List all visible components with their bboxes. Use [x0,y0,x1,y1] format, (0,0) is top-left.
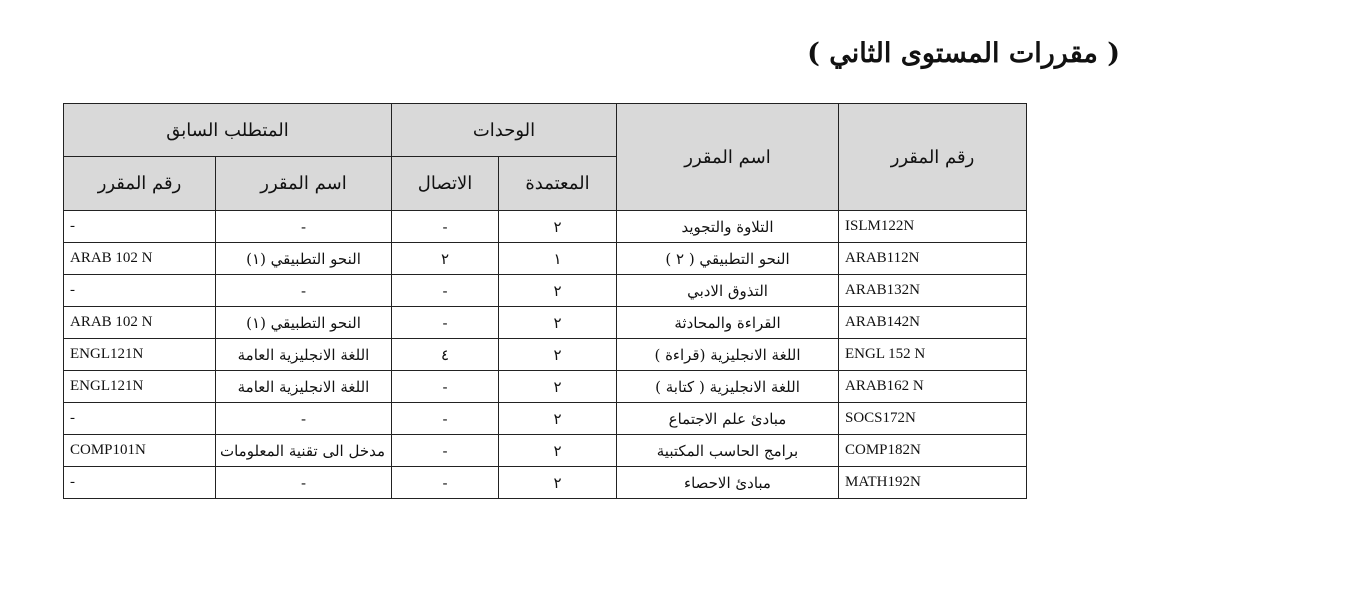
prereq-code-cell: ARAB 102 N [64,243,216,275]
course-name-cell: النحو التطبيقي ( ٢ ) [617,243,839,275]
page-title: ( مقررات المستوى الثاني ) [807,38,1120,69]
contact-units-header: الاتصال [392,157,499,211]
table-row [64,403,1027,435]
course-name-cell: القراءة والمحادثة [617,307,839,339]
credit-units-cell: ٢ [499,339,617,371]
table-row [64,307,1027,339]
contact-units-cell: - [392,435,499,467]
contact-units-cell: ٤ [392,339,499,371]
credit-units-cell: ٢ [499,435,617,467]
course-name-cell: اللغة الانجليزية (قراءة ) [617,339,839,371]
prereq-name-cell: - [216,403,392,435]
contact-units-cell: - [392,371,499,403]
course-name-cell: اللغة الانجليزية ( كتابة ) [617,371,839,403]
credit-units-cell: ٢ [499,467,617,499]
table-row [64,339,1027,371]
credit-units-cell: ٢ [499,275,617,307]
contact-units-cell: - [392,467,499,499]
prereq-name-cell: اللغة الانجليزية العامة [216,371,392,403]
prereq-name-cell: - [216,467,392,499]
header-row-top [64,104,1027,157]
course-code-cell: COMP182N [839,435,1027,467]
credit-units-header: المعتمدة [499,157,617,211]
table-row [64,467,1027,499]
course-code-header: رقم المقرر [839,104,1027,211]
prereq-name-cell: مدخل الى تقنية المعلومات [216,435,392,467]
prereq-name-cell: النحو التطبيقي (١) [216,307,392,339]
credit-units-cell: ٢ [499,211,617,243]
course-name-cell: التلاوة والتجويد [617,211,839,243]
prereq-code-cell: - [64,275,216,307]
course-name-cell: مبادئ علم الاجتماع [617,403,839,435]
course-name-cell: برامج الحاسب المكتبية [617,435,839,467]
table-row [64,275,1027,307]
table-row [64,371,1027,403]
course-code-cell: ARAB142N [839,307,1027,339]
prereq-name-header: اسم المقرر [216,157,392,211]
contact-units-cell: - [392,307,499,339]
credit-units-cell: ٢ [499,307,617,339]
course-code-cell: ARAB112N [839,243,1027,275]
table-row [64,211,1027,243]
prereq-code-cell: ENGL121N [64,371,216,403]
contact-units-cell: - [392,275,499,307]
prereq-code-cell: COMP101N [64,435,216,467]
table-row [64,243,1027,275]
course-name-header: اسم المقرر [617,104,839,211]
course-name-cell: التذوق الادبي [617,275,839,307]
course-code-cell: ARAB162 N [839,371,1027,403]
prereq-code-cell: ENGL121N [64,339,216,371]
course-name-cell: مبادئ الاحصاء [617,467,839,499]
course-code-cell: MATH192N [839,467,1027,499]
prereq-name-cell: - [216,275,392,307]
credit-units-cell: ٢ [499,403,617,435]
units-group-header: الوحدات [392,104,617,157]
credit-units-cell: ١ [499,243,617,275]
prereq-code-cell: - [64,403,216,435]
prereq-name-cell: النحو التطبيقي (١) [216,243,392,275]
prereq-name-cell: اللغة الانجليزية العامة [216,339,392,371]
prereq-group-header: المتطلب السابق [64,104,392,157]
course-code-cell: ARAB132N [839,275,1027,307]
prereq-code-cell: - [64,467,216,499]
course-code-cell: SOCS172N [839,403,1027,435]
prereq-name-cell: - [216,211,392,243]
contact-units-cell: - [392,403,499,435]
prereq-code-cell: ARAB 102 N [64,307,216,339]
table-row [64,435,1027,467]
course-code-cell: ENGL 152 N [839,339,1027,371]
courses-table [63,103,1027,499]
credit-units-cell: ٢ [499,371,617,403]
course-code-cell: ISLM122N [839,211,1027,243]
contact-units-cell: - [392,211,499,243]
prereq-code-cell: - [64,211,216,243]
prereq-code-header: رقم المقرر [64,157,216,211]
course-rows [64,211,1027,499]
contact-units-cell: ٢ [392,243,499,275]
